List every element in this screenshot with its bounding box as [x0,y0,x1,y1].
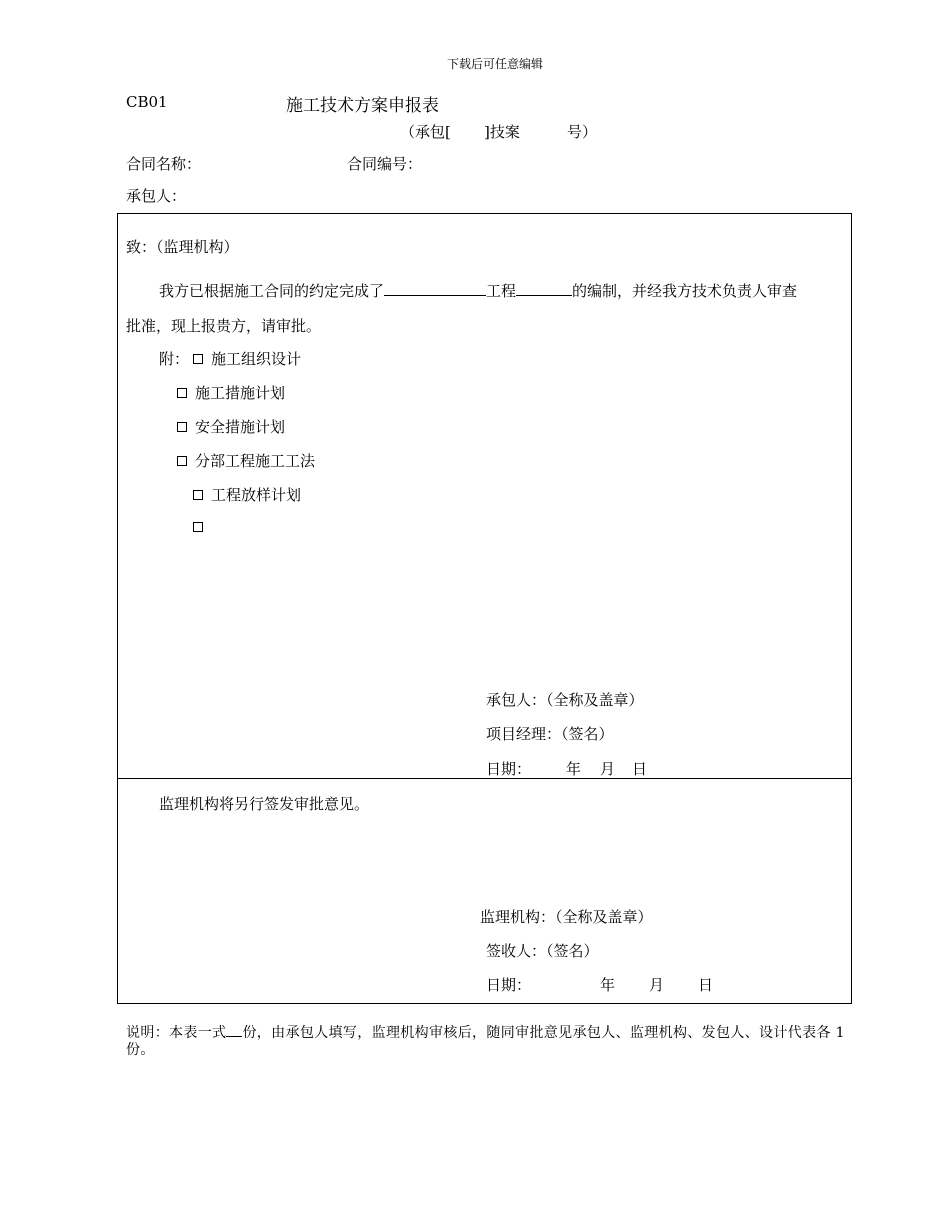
reference-suffix: 号） [567,123,598,141]
submission-paragraph [159,279,797,301]
watermark-text: 下载后可任意编辑 [447,57,544,71]
project-manager-signature-label: 项目经理：（签名） [486,725,614,743]
attachment-label: 附： [159,350,190,368]
form-title: 施工技术方案申报表 [286,96,439,116]
checkbox-icon[interactable] [177,422,187,432]
attachment-item-label: 分部工程施工工法 [195,452,316,470]
supervisor-org-signature-label: 监理机构：（全称及盖章） [480,908,653,926]
footnote-part1: 说明：本表一式 [126,1025,227,1041]
date-month-label: 月 [649,976,665,994]
checkbox-icon[interactable] [177,456,187,466]
section-divider [117,778,852,779]
date-label: 日期： [486,760,532,778]
reference-prefix: （承包[ [400,123,451,141]
date-day-label: 日 [632,760,648,778]
supervisor-opinion-text: 监理机构将另行签发审批意见。 [159,795,370,813]
attachment-item[interactable] [177,382,285,403]
receiver-signature-label: 签收人：（签名） [486,942,599,960]
attachment-item[interactable] [193,518,211,536]
checkbox-icon[interactable] [177,388,187,398]
checkbox-icon[interactable] [193,522,203,532]
attachment-item[interactable] [193,348,301,369]
project-name-blank[interactable] [384,279,486,296]
attachment-item[interactable] [177,450,315,471]
body-text-part2: 工程 [486,282,517,300]
attachment-item-label: 施工措施计划 [195,384,286,402]
reference-middle: ]技案 [484,123,520,141]
copies-blank[interactable] [226,1023,242,1037]
date-year-label: 年 [600,976,616,994]
form-code: CB01 [126,93,168,111]
date-year-label: 年 [566,760,582,778]
body-text-part1: 我方已根据施工合同的约定完成了 [159,282,385,300]
date-month-label: 月 [600,760,616,778]
attachment-item-label: 施工组织设计 [211,350,302,368]
checkbox-icon[interactable] [193,490,203,500]
attachment-item[interactable] [177,416,285,437]
date-label: 日期： [486,976,532,994]
attachment-item-label: 工程放样计划 [211,486,302,504]
date-day-label: 日 [698,976,714,994]
footnote [126,1023,866,1059]
attachment-item-label: 安全措施计划 [195,418,286,436]
contractor-signature-label: 承包人：（全称及盖章） [486,691,644,709]
body-text-line2: 批准，现上报贵方，请审批。 [126,317,322,335]
footnote-part2: 份，由承包人填写，监理机构审核后，随同审批意见承包人、监理机构、发包人、设计代表各 1 份。 [126,1025,845,1058]
addressee: 致：（监理机构） [126,238,239,256]
contract-name-label: 合同名称： [126,155,202,173]
checkbox-icon[interactable] [193,354,203,364]
body-text-part3: 的编制，并经我方技术负责人审查 [572,282,798,300]
document-name-blank[interactable] [516,279,572,296]
contract-number-label: 合同编号： [347,155,423,173]
attachment-item[interactable] [193,484,301,505]
contractor-label: 承包人： [126,187,187,205]
